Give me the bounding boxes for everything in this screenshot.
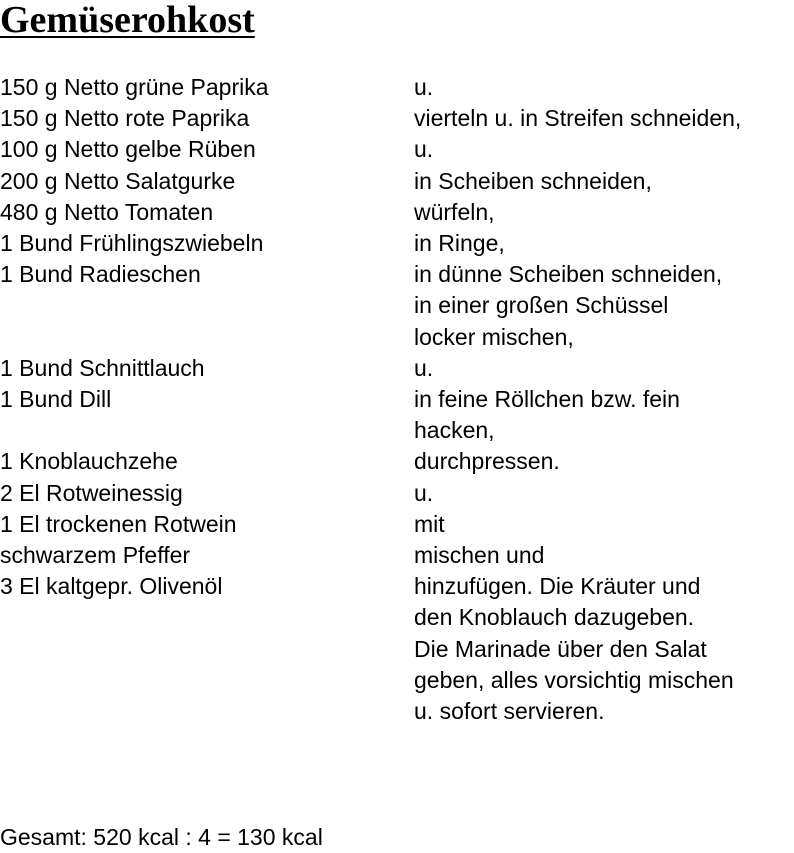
recipe-row: [0, 696, 794, 727]
instruction-text: den Knoblauch dazugeben.: [414, 604, 695, 631]
ingredient-text: 150 g Netto grüne Paprika: [0, 74, 269, 100]
recipe-row: [0, 446, 794, 477]
instruction-text: in dünne Scheiben schneiden,: [414, 261, 723, 288]
recipe-row: [0, 166, 794, 197]
instruction-text: Die Marinade über den Salat: [414, 635, 707, 662]
ingredient-text: schwarzem Pfeffer: [0, 542, 191, 569]
ingredient-text: 2 El Rotweinessig: [0, 479, 183, 506]
ingredient-text: [0, 665, 414, 696]
ingredient-text: 1 Bund Dill: [0, 386, 112, 413]
instruction-text: in feine Röllchen bzw. fein: [414, 386, 680, 413]
instruction-text: mischen und: [414, 542, 545, 569]
recipe-row: [0, 415, 794, 446]
recipe-row: [0, 197, 794, 228]
instruction-text: mit: [414, 510, 445, 537]
instruction-text: u.: [414, 136, 434, 163]
instruction-text: u.: [414, 74, 434, 100]
ingredient-text: [0, 322, 414, 353]
instruction-text: locker mischen,: [414, 323, 574, 350]
ingredient-text: 3 El kaltgepr. Olivenöl: [0, 573, 223, 600]
ingredient-text: 1 Bund Schnittlauch: [0, 354, 205, 381]
ingredient-text: 100 g Netto gelbe Rüben: [0, 136, 256, 163]
ingredient-text: 1 Bund Radieschen: [0, 261, 201, 288]
ingredient-text: 1 El trockenen Rotwein: [0, 510, 237, 537]
instruction-text: geben, alles vorsichtig mischen: [414, 666, 734, 693]
recipe-row: [0, 259, 794, 290]
ingredient-text: 1 Bund Frühlingszwiebeln: [0, 230, 264, 257]
calorie-total: Gesamt: 520 kcal : 4 = 130 kcal: [0, 824, 323, 850]
recipe-row: [0, 384, 794, 415]
instruction-text: in Scheiben schneiden,: [414, 167, 652, 194]
ingredient-text: [0, 290, 414, 321]
ingredient-text: 1 Knoblauchzehe: [0, 448, 178, 475]
instruction-text: würfeln,: [414, 198, 495, 225]
recipe-row: [0, 72, 794, 103]
ingredient-text: 150 g Netto rote Paprika: [0, 105, 250, 132]
recipe-row: [0, 602, 794, 633]
recipe-row: [0, 571, 794, 602]
recipe-table: [0, 72, 794, 727]
ingredient-text: [0, 415, 414, 446]
recipe-row: [0, 228, 794, 259]
ingredient-text: 200 g Netto Salatgurke: [0, 167, 236, 194]
instruction-text: vierteln u. in Streifen schneiden,: [414, 105, 742, 132]
recipe-row: [0, 509, 794, 540]
instruction-text: hacken,: [414, 417, 495, 444]
recipe-title: Gemüserohkost: [0, 0, 255, 41]
recipe-row: [0, 103, 794, 134]
recipe-row: [0, 634, 794, 665]
ingredient-text: [0, 696, 414, 727]
instruction-text: u.: [414, 354, 434, 381]
instruction-text: hinzufügen. Die Kräuter und: [414, 573, 701, 600]
instruction-text: u. sofort servieren.: [414, 698, 605, 725]
ingredient-text: [0, 602, 414, 633]
recipe-row: [0, 540, 794, 571]
recipe-row: [0, 478, 794, 509]
recipe-row: [0, 665, 794, 696]
instruction-text: durchpressen.: [414, 448, 560, 475]
ingredient-text: 480 g Netto Tomaten: [0, 198, 214, 225]
instruction-text: u.: [414, 479, 434, 506]
instruction-text: in einer großen Schüssel: [414, 292, 669, 319]
recipe-row: [0, 290, 794, 321]
instruction-text: in Ringe,: [414, 230, 505, 257]
recipe-row: [0, 353, 794, 384]
recipe-row: [0, 134, 794, 165]
recipe-row: [0, 322, 794, 353]
ingredient-text: [0, 634, 414, 665]
